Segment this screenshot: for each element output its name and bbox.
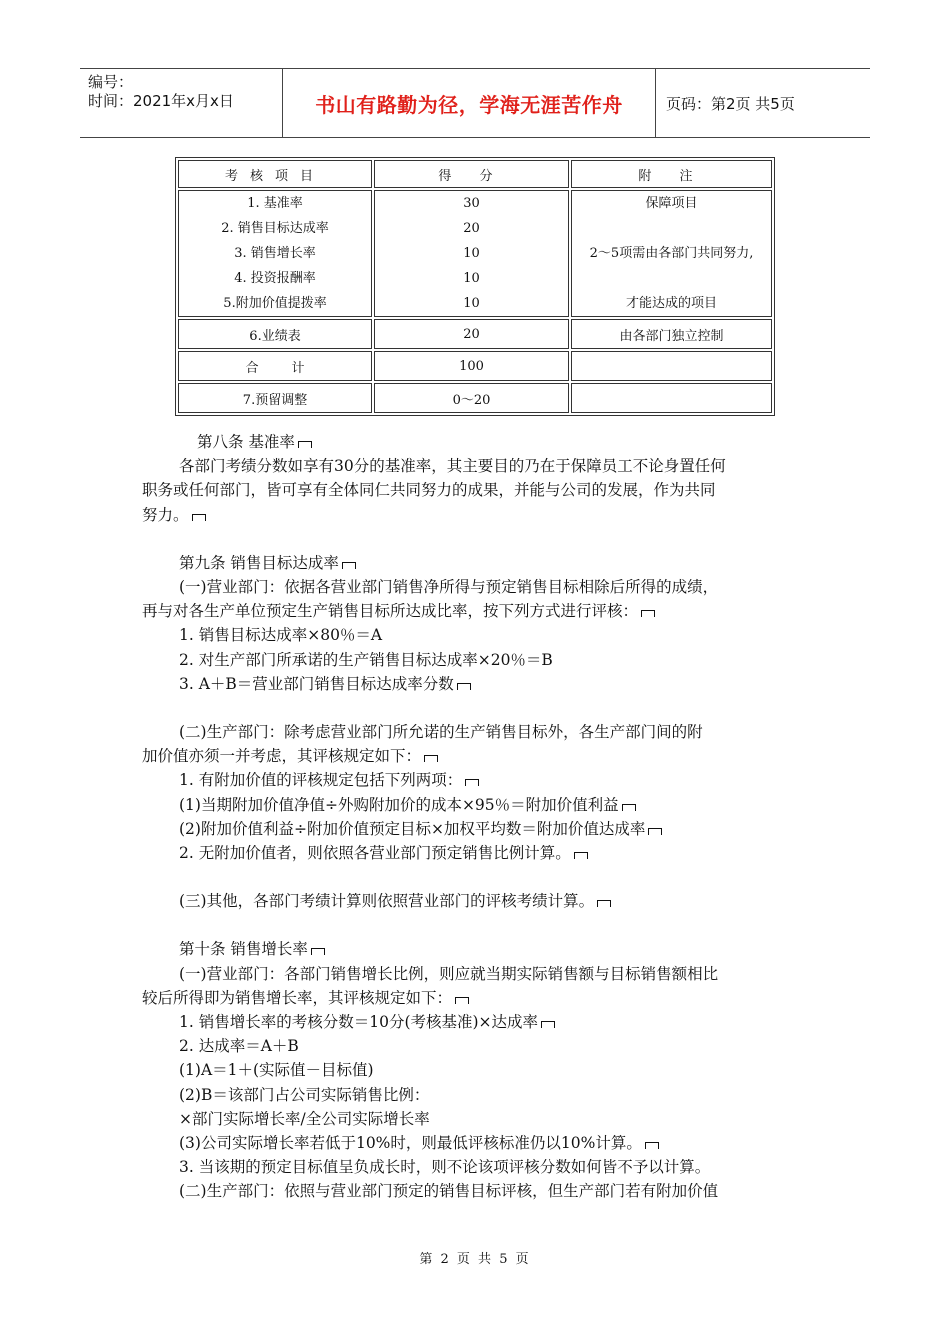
article-10-item: (1)A＝1＋(实际值－目标值) bbox=[179, 1061, 374, 1080]
article-9-title: 第九条 销售目标达成率 bbox=[142, 551, 807, 575]
total-score: 100 bbox=[374, 351, 569, 381]
row7-score: 0～20 bbox=[374, 383, 569, 413]
article-9-item: 1. 销售目标达成率×80％＝A bbox=[179, 626, 383, 645]
paragraph-mark-icon bbox=[192, 514, 206, 521]
article-8-title: 第八条 基准率 bbox=[142, 430, 807, 454]
col-header-note: 附 注 bbox=[638, 168, 705, 184]
paragraph-mark-icon bbox=[342, 562, 356, 569]
row7-note bbox=[571, 383, 772, 413]
article-10-item: ×部门实际增长率/全公司实际增长率 bbox=[179, 1109, 430, 1128]
table-header-row bbox=[178, 160, 772, 188]
article-10-item: (2)B＝该部门占公司实际销售比例： bbox=[179, 1085, 430, 1104]
article-10-item: (3)公司实际增长率若低于10%时，则最低评核标准仍以10%计算。 bbox=[142, 1131, 807, 1155]
header-motto: 书山有路勤为径，学海无涯苦作舟 bbox=[315, 92, 623, 117]
article-9-text: (一)营业部门：依据各营业部门销售净所得与预定销售目标相除后所得的成绩， bbox=[179, 578, 719, 597]
paragraph-mark-icon bbox=[424, 755, 438, 762]
paragraph-mark-icon bbox=[541, 1021, 555, 1028]
col-header-score: 得 分 bbox=[438, 168, 505, 184]
total-label: 合 计 bbox=[178, 351, 372, 381]
article-10-item: 2. 达成率＝A＋B bbox=[179, 1037, 299, 1056]
row6-name: 6.业绩表 bbox=[178, 319, 372, 349]
article-9-item: 1. 有附加价值的评核规定包括下列两项： bbox=[142, 768, 807, 792]
article-9-text: (三)其他，各部门考绩计算则依照营业部门的评核考绩计算。 bbox=[142, 889, 807, 913]
item-name: 4. 投资报酬率 bbox=[234, 271, 316, 286]
article-9-item: 3. A＋B＝营业部门销售目标达成率分数 bbox=[142, 672, 807, 696]
paragraph-mark-icon bbox=[311, 948, 325, 955]
page-number-label: 页码：第2页 共5页 bbox=[666, 94, 795, 113]
article-10-text: (二)生产部门：依照与营业部门预定的销售目标评核，但生产部门若有附加价值 bbox=[179, 1182, 719, 1201]
table-row-total bbox=[178, 351, 772, 381]
item-name: 1. 基准率 bbox=[247, 196, 303, 211]
item-note: 2～5项需由各部门共同努力, bbox=[589, 246, 754, 261]
item-score: 10 bbox=[463, 296, 480, 311]
article-10-text: (一)营业部门：各部门销售增长比例，则应就当期实际销售额与目标销售额相比 bbox=[179, 964, 719, 983]
article-9-text: (二)生产部门：除考虑营业部门所允诺的生产销售目标外，各生产部门间的附 bbox=[179, 723, 703, 742]
row7-name: 7.预留调整 bbox=[178, 383, 372, 413]
article-8-text: 努力。 bbox=[142, 503, 807, 527]
total-note bbox=[571, 351, 772, 381]
article-10-item: 3. 当该期的预定目标值呈负成长时，则不论该项评核分数如何皆不予以计算。 bbox=[179, 1158, 711, 1177]
article-9-text: 加价值亦须一并考虑，其评核规定如下： bbox=[142, 744, 807, 768]
item-score: 10 bbox=[463, 271, 480, 286]
item-note: 才能达成的项目 bbox=[625, 296, 717, 311]
article-9-item: (2)附加价值利益÷附加价值预定目标×加权平均数＝附加价值达成率 bbox=[142, 817, 807, 841]
header-meta bbox=[80, 69, 282, 137]
article-8-text: 各部门考绩分数如享有30分的基准率，其主要目的乃在于保障员工不论身置任何 bbox=[179, 457, 726, 476]
item-name: 2. 销售目标达成率 bbox=[221, 221, 329, 236]
article-8-text: 职务或任何部门，皆可享有全体同仁共同努力的成果，并能与公司的发展，作为共同 bbox=[142, 481, 716, 500]
paragraph-mark-icon bbox=[597, 900, 611, 907]
article-9-item: 2. 无附加价值者，则依照各营业部门预定销售比例计算。 bbox=[142, 841, 807, 865]
article-9-item: 2. 对生产部门所承诺的生产销售目标达成率×20％＝B bbox=[179, 650, 553, 669]
page-footer: 第 2 页 共 5 页 bbox=[419, 1252, 531, 1267]
paragraph-mark-icon bbox=[645, 1142, 659, 1149]
item-note bbox=[572, 216, 771, 241]
table-row-performance bbox=[178, 319, 772, 349]
row6-note: 由各部门独立控制 bbox=[571, 319, 772, 349]
article-10-text: 较后所得即为销售增长率，其评核规定如下： bbox=[142, 986, 807, 1010]
article-10-title: 第十条 销售增长率 bbox=[142, 937, 807, 961]
paragraph-mark-icon bbox=[648, 828, 662, 835]
item-note: 保障项目 bbox=[645, 196, 698, 211]
document-body bbox=[142, 430, 807, 1204]
item-score: 10 bbox=[463, 246, 480, 261]
table-row-reserve bbox=[178, 383, 772, 413]
paragraph-mark-icon bbox=[574, 852, 588, 859]
item-name: 3. 销售增长率 bbox=[234, 246, 316, 261]
paragraph-mark-icon bbox=[465, 779, 479, 786]
table-row-items bbox=[178, 190, 772, 317]
header-motto-cell bbox=[282, 69, 656, 137]
document-date: 时间：2021年x月x日 bbox=[88, 92, 234, 110]
header-page-info bbox=[656, 69, 870, 137]
paragraph-mark-icon bbox=[457, 683, 471, 690]
document-number-label: 编号： bbox=[88, 73, 134, 91]
paragraph-mark-icon bbox=[455, 997, 469, 1004]
item-note bbox=[572, 266, 771, 291]
paragraph-mark-icon bbox=[641, 610, 655, 617]
page-header bbox=[80, 68, 870, 138]
col-header-item: 考核项目 bbox=[224, 168, 325, 184]
item-score: 30 bbox=[463, 196, 480, 211]
paragraph-mark-icon bbox=[298, 441, 312, 448]
paragraph-mark-icon bbox=[622, 804, 636, 811]
row6-score: 20 bbox=[374, 319, 569, 349]
article-10-item: 1. 销售增长率的考核分数＝10分(考核基准)×达成率 bbox=[142, 1010, 807, 1034]
article-9-item: (1)当期附加价值净值÷外购附加价的成本×95％＝附加价值利益 bbox=[142, 793, 807, 817]
item-score: 20 bbox=[463, 221, 480, 236]
article-9-text: 再与对各生产单位预定生产销售目标所达成比率，按下列方式进行评核： bbox=[142, 599, 807, 623]
item-name: 5.附加价值提拨率 bbox=[223, 296, 327, 311]
assessment-table bbox=[175, 157, 775, 416]
